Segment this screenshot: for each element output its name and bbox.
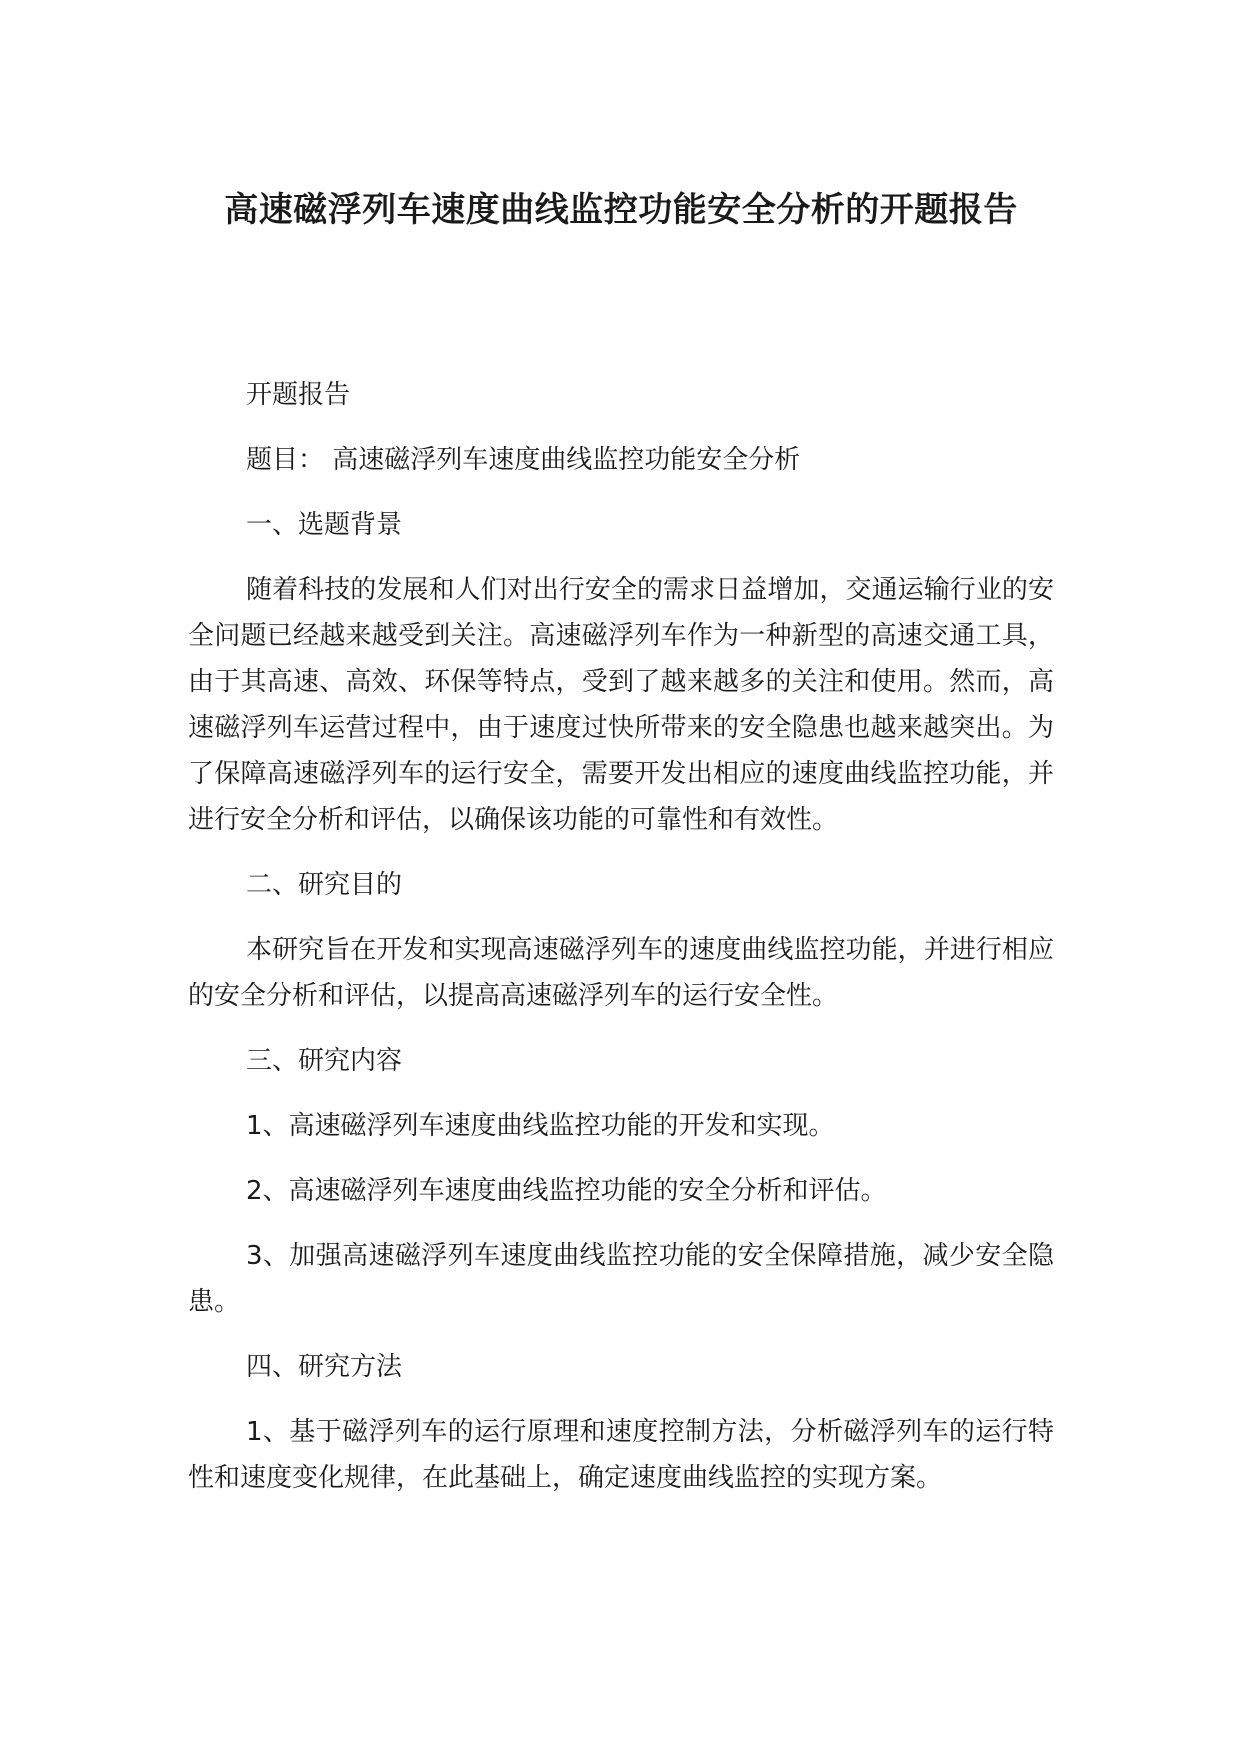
list-item-method-1: 1、基于磁浮列车的运行原理和速度控制方法，分析磁浮列车的运行特性和速度变化规律，在此基础上，确定速度曲线监控的实现方案。 [188,1417,1054,1493]
document-body [188,372,1054,1520]
paragraph-background: 随着科技的发展和人们对出行安全的需求日益增加，交通运输行业的安全问题已经越来越受到关注。高速磁浮列车作为一种新型的高速交通工具，由于其高速、高效、环保等特点，受到了越来越多的关注和使用。然而，高速磁浮列车运营过程中，由于速度过快所带来的安全隐患也越来越突出。为了保障高速磁浮列车的运行安全，需要开发出相应的速度曲线监控功能，并进行安全分析和评估，以确保该功能的可靠性和有效性。 [188,575,1054,835]
list-item-content-3: 3、加强高速磁浮列车速度曲线监控功能的安全保障措施，减少安全隐患。 [188,1241,1054,1317]
section-heading-purpose: 二、研究目的 [246,870,403,900]
section-heading-method: 四、研究方法 [246,1352,403,1382]
section-heading-content: 三、研究内容 [246,1046,403,1076]
paragraph-topic: 题目： 高速磁浮列车速度曲线监控功能安全分析 [246,445,801,475]
section-heading-background: 一、选题背景 [246,510,403,540]
paragraph-purpose: 本研究旨在开发和实现高速磁浮列车的速度曲线监控功能，并进行相应的安全分析和评估，以提高高速磁浮列车的运行安全性。 [188,935,1054,1011]
list-item-content-1: 1、高速磁浮列车速度曲线监控功能的开发和实现。 [246,1111,835,1141]
list-item-content-2: 2、高速磁浮列车速度曲线监控功能的安全分析和评估。 [246,1176,887,1206]
document-title: 高速磁浮列车速度曲线监控功能安全分析的开题报告 [224,190,1018,230]
paragraph-heading-report: 开题报告 [246,380,351,410]
